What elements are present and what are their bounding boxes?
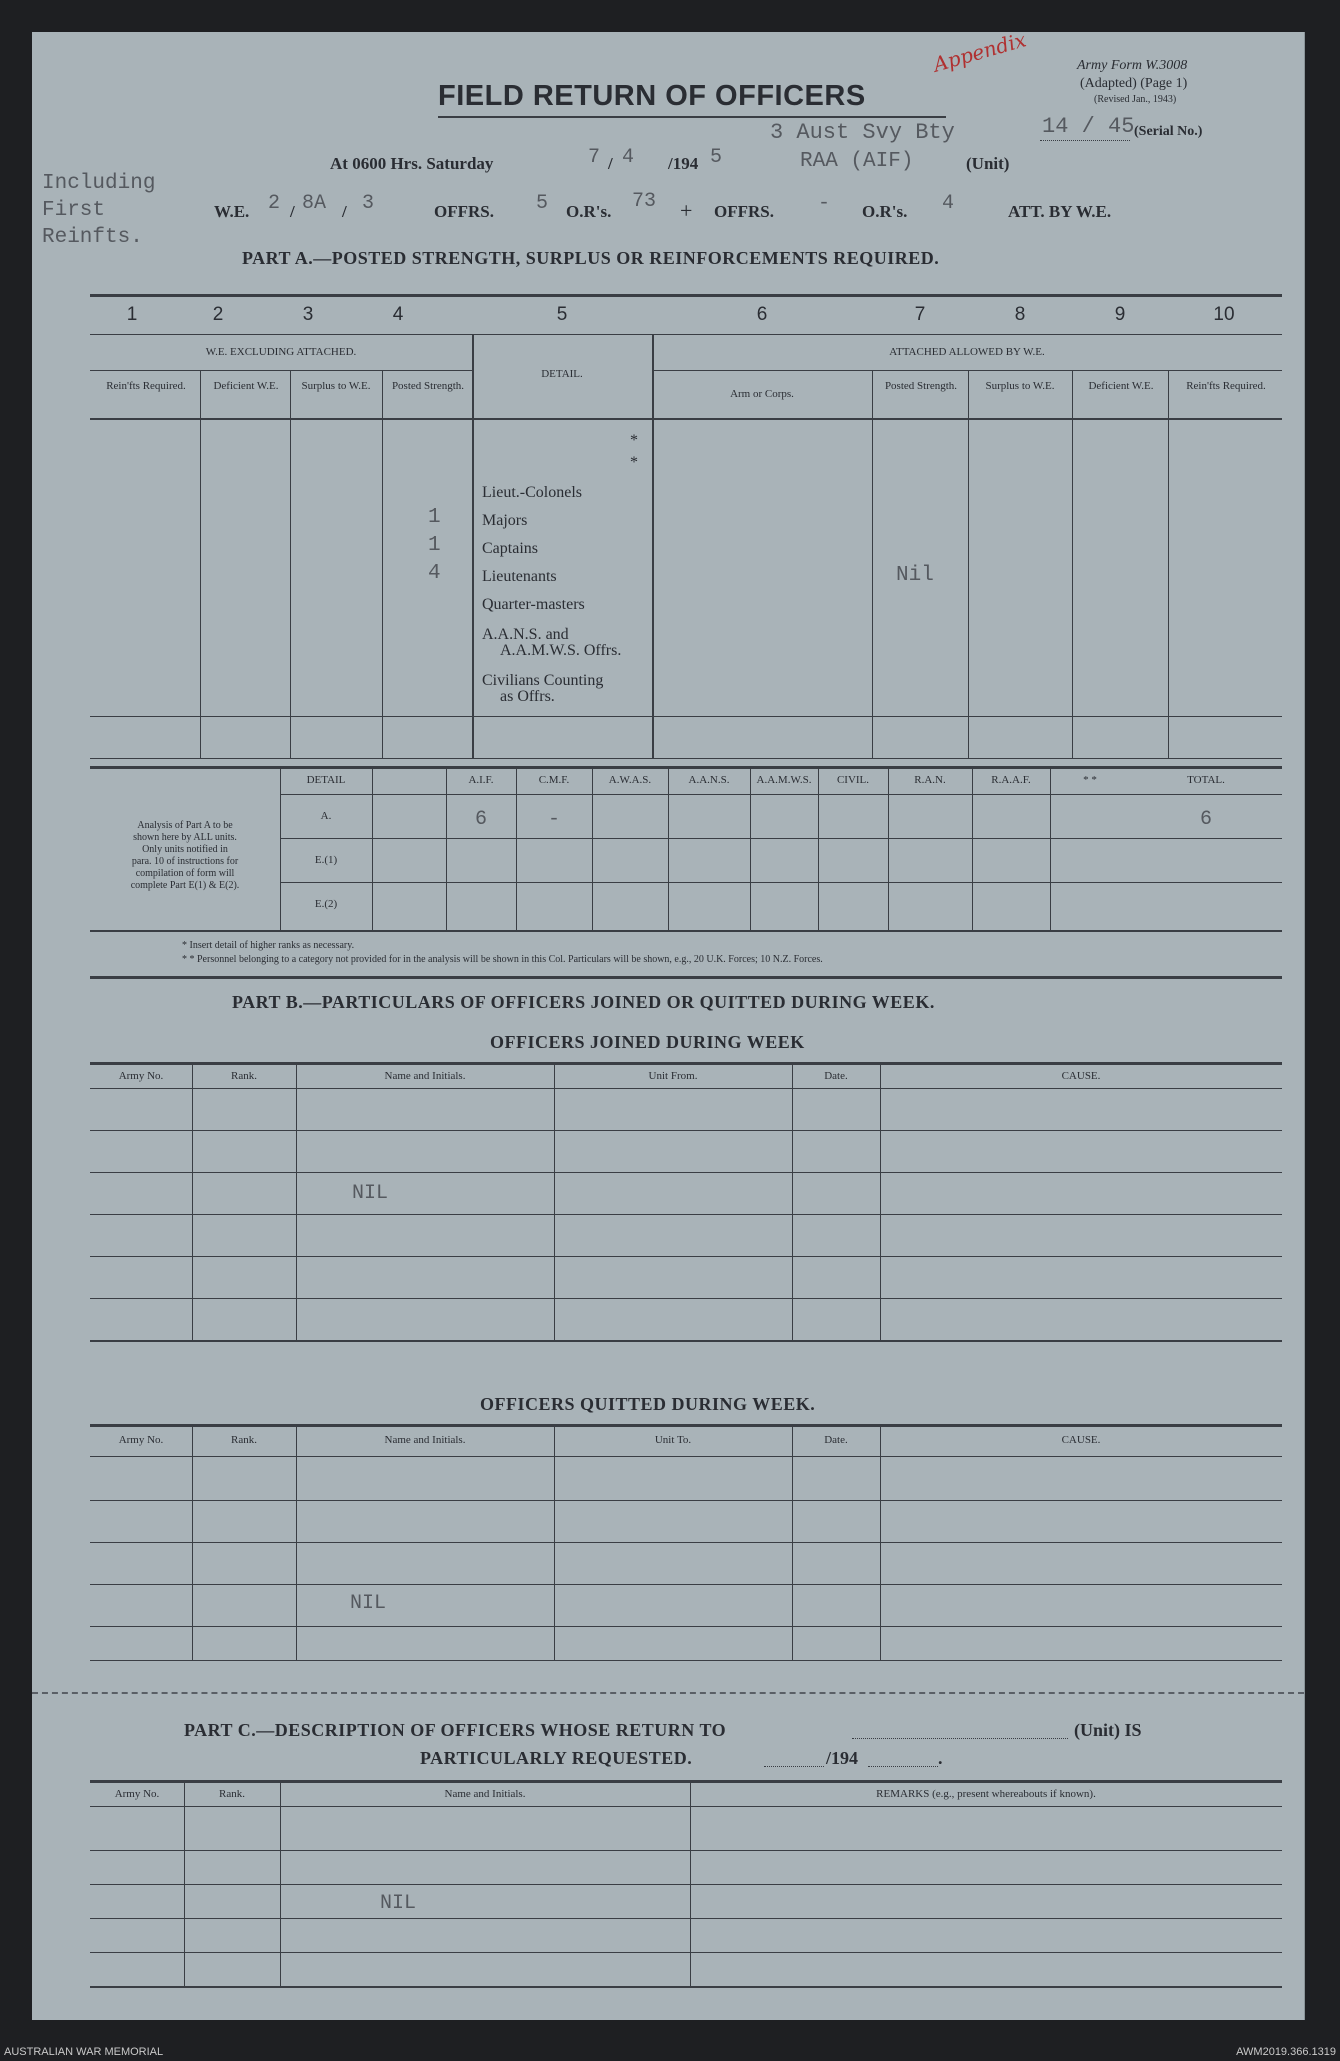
analysis-header-aamws: A.A.M.W.S. bbox=[756, 774, 812, 786]
analysis-a-cmf: - bbox=[547, 808, 560, 831]
part-c-heading2: PARTICULARLY REQUESTED. bbox=[420, 1748, 693, 1768]
offrs-value: 5 bbox=[536, 192, 549, 215]
part-c-nil: NIL bbox=[380, 1892, 417, 1915]
plus-sign: + bbox=[680, 198, 693, 223]
quitted-col-army-no: Army No. bbox=[118, 1434, 164, 1446]
detail-header: DETAIL. bbox=[541, 368, 583, 380]
title-underline bbox=[438, 116, 946, 118]
part-c-heading1: PART C.—DESCRIPTION OF OFFICERS WHOSE RETURN TO bbox=[184, 1720, 727, 1740]
col-number-2: 2 bbox=[212, 304, 224, 325]
form-sheet: Army Form W.3008 (Adapted) (Page 1) (Revised Jan., 1943) Appendix FIELD RETURN OF OFFICERS 3 Aust Svy Bty 14 / 45 (Serial No.) At 0600 Hrs. Saturday 7 / 4 /194 5 RAA (AIF) (Unit) Including First Reinfts. W.E. 2 / 8A / 3 OFFRS. 5 O.R's. 73 + OFFRS. - O.R's. 4 ATT. BY W.E. PART A.—POSTED STRENGTH, SURPLUS OR REINFORCEMENTS REQUIRED. 1 2 3 4 5 6 7 8 9 10 W.E. EXCLUDING ATTACHED. DETAIL. ATTACHED ALLOWED BY W.E. Rein'fts Required. Deficient W.E. Surplus to W.E. Posted Strength. Arm or Corps. Posted Strength. Surplus to W.E. Deficient W.E. Rein'fts Required. * * Lieut.-Colonels Majors Captains Lieutenants Quarter-masters A.A.N.S. and A.A.M.W.S. Offrs. Civilians Counting as Offrs. 1 1 4 Nil DETAIL A.I.F. C.M.F. A.W.A.S. A.A.N.S. A.A.M.W.S. CIVIL. R.A.N. R.A.A.F. * * TOTAL. A. E.(1) E.(2) 6 - 6 Analysis of Part A to be shown here by ALL units. Only units notified in para. 10 of instructions for compilation of form will complete Part E(1) & E(2). * Insert detail of higher ranks as necessary. * * Personnel belonging to a category not provided for in the analysis will be shown in this Col. Particulars will be shown, e.g., 20 U.K. Forces; 10 N.Z. Forces. PART B.—PARTICULARS OF OFFICERS JOINED OR QUITTED DURING WEEK. OFFICERS JOINED DURING WEEK Army No. Rank. Name and Initials. Unit From. Date. CAUSE. NIL OFFICERS QUITTED DURING WEEK. Army No. Rank. Name and Initials. Unit To. Date. CAUSE. NIL PART C.—DESCRIPTION OF OFFICERS WHOSE RETURN TO (Unit) IS PARTICULARLY REQUESTED. /194 . Army No. Rank. Name and Initials. REMARKS (e.g., present whereabouts if known). NIL bbox=[32, 32, 1305, 2020]
analysis-row-e1: E.(1) bbox=[314, 854, 338, 866]
analysis-a-aif: 6 bbox=[474, 808, 487, 831]
att-label: ATT. BY W.E. bbox=[1008, 202, 1112, 221]
col-number-10: 10 bbox=[1213, 304, 1235, 325]
part-c-col-army-no: Army No. bbox=[114, 1788, 160, 1800]
analysis-header-aans: A.A.N.S. bbox=[688, 774, 730, 786]
rank-lieut-colonels: Lieut.-Colonels bbox=[482, 484, 582, 501]
we-value-1: 2 bbox=[268, 192, 281, 215]
col-number-7: 7 bbox=[914, 304, 926, 325]
analysis-header-other: * * bbox=[1083, 774, 1097, 786]
analysis-header-raaf: R.A.A.F. bbox=[991, 774, 1031, 786]
header-day: 7 bbox=[588, 146, 601, 169]
col-number-1: 1 bbox=[126, 304, 138, 325]
serial-dotline bbox=[1040, 140, 1130, 141]
header-year-prefix: /194 bbox=[668, 154, 699, 173]
col-number-4: 4 bbox=[392, 304, 404, 325]
footnote-2: * * Personnel belonging to a category not provided for in the analysis will be shown in this Col. Particulars will be shown, e.g., 20 U.K. Forces; 10 N.Z. Forces. bbox=[182, 954, 823, 965]
part-c-col-rank: Rank. bbox=[219, 1788, 245, 1800]
analysis-header-cmf: C.M.F. bbox=[538, 774, 570, 786]
ors2-label: O.R's. bbox=[862, 202, 908, 221]
we-excluding-header: W.E. EXCLUDING ATTACHED. bbox=[205, 346, 357, 358]
form-id-line1: Army Form W.3008 bbox=[1077, 58, 1188, 73]
col-number-9: 9 bbox=[1114, 304, 1126, 325]
part-c-col-name: Name and Initials. bbox=[444, 1788, 526, 1800]
rank-quarter-masters: Quarter-masters bbox=[482, 596, 585, 613]
part-c-unit-is: (Unit) IS bbox=[1074, 1720, 1142, 1740]
quitted-col-cause: CAUSE. bbox=[1061, 1434, 1101, 1446]
rank-aans: A.A.N.S. and bbox=[482, 626, 569, 643]
col-reinfts-required: Rein'fts Required. bbox=[106, 380, 186, 392]
analysis-header-civil: CIVIL. bbox=[836, 774, 870, 786]
serial-value: 14 / 45 bbox=[1042, 114, 1135, 139]
ors-label: O.R's. bbox=[566, 202, 612, 221]
header-month: 4 bbox=[622, 146, 635, 169]
col-att-deficient: Deficient W.E. bbox=[1088, 380, 1154, 392]
ors2-value: 4 bbox=[942, 192, 955, 215]
quitted-title: OFFICERS QUITTED DURING WEEK. bbox=[480, 1394, 816, 1414]
quitted-col-name: Name and Initials. bbox=[384, 1434, 466, 1446]
star-1: * bbox=[630, 432, 638, 449]
ors-value: 73 bbox=[632, 190, 657, 213]
analysis-header-ran: R.A.N. bbox=[914, 774, 946, 786]
at-hours-label: At 0600 Hrs. Saturday bbox=[330, 154, 494, 173]
we-value-3: 3 bbox=[362, 192, 375, 215]
footer-right: AWM2019.366.1319 bbox=[1236, 2046, 1336, 2058]
handwritten-note: Appendix bbox=[930, 27, 1029, 77]
col-number-3: 3 bbox=[302, 304, 314, 325]
quitted-col-rank: Rank. bbox=[231, 1434, 257, 1446]
analysis-header-awas: A.W.A.S. bbox=[608, 774, 652, 786]
part-c-year-dotline bbox=[868, 1766, 938, 1767]
perforation-line bbox=[32, 1692, 1304, 1694]
header-year-digit: 5 bbox=[710, 146, 723, 169]
col-deficient-we: Deficient W.E. bbox=[213, 380, 279, 392]
we-value-2: 8A bbox=[302, 192, 327, 215]
posted-captains: 1 bbox=[428, 534, 441, 557]
joined-col-army-no: Army No. bbox=[118, 1070, 164, 1082]
attached-posted-value: Nil bbox=[896, 564, 934, 587]
col-number-5: 5 bbox=[556, 304, 568, 325]
col-surplus-to-we: Surplus to W.E. bbox=[301, 380, 371, 392]
analysis-header-detail: DETAIL bbox=[306, 774, 346, 786]
joined-col-date: Date. bbox=[824, 1070, 848, 1082]
including-note: Including First Reinfts. bbox=[42, 172, 156, 249]
star-2: * bbox=[630, 454, 638, 471]
offrs-label: OFFRS. bbox=[434, 202, 494, 221]
unit-name: 3 Aust Svy Bty bbox=[770, 120, 955, 145]
part-a-heading: PART A.—POSTED STRENGTH, SURPLUS OR REINFORCEMENTS REQUIRED. bbox=[242, 248, 940, 268]
joined-col-cause: CAUSE. bbox=[1061, 1070, 1101, 1082]
part-c-unit-dotline bbox=[852, 1738, 1068, 1739]
rank-civilians: Civilians Counting bbox=[482, 672, 604, 689]
rank-captains: Captains bbox=[482, 540, 538, 557]
col-number-6: 6 bbox=[756, 304, 768, 325]
we-label: W.E. bbox=[214, 202, 250, 221]
rank-civilians-2: as Offrs. bbox=[500, 688, 555, 705]
col-number-8: 8 bbox=[1014, 304, 1026, 325]
joined-title: OFFICERS JOINED DURING WEEK bbox=[490, 1032, 805, 1052]
joined-col-rank: Rank. bbox=[231, 1070, 257, 1082]
analysis-header-total: TOTAL. bbox=[1187, 774, 1225, 786]
part-c-col-remarks: REMARKS (e.g., present whereabouts if known). bbox=[876, 1788, 1096, 1800]
part-b-heading: PART B.—PARTICULARS OF OFFICERS JOINED OR QUITTED DURING WEEK. bbox=[232, 992, 935, 1012]
rank-aamws: A.A.M.W.S. Offrs. bbox=[500, 642, 622, 659]
posted-lieutenants: 4 bbox=[428, 562, 441, 585]
col-att-reinfts: Rein'fts Required. bbox=[1186, 380, 1266, 392]
posted-majors: 1 bbox=[428, 506, 441, 529]
offrs2-value: - bbox=[818, 192, 831, 215]
col-att-surplus: Surplus to W.E. bbox=[985, 380, 1055, 392]
quitted-nil: NIL bbox=[350, 1592, 387, 1615]
quitted-col-unit-to: Unit To. bbox=[654, 1434, 692, 1446]
col-arm-or-corps: Arm or Corps. bbox=[730, 388, 794, 400]
footnote-1: * Insert detail of higher ranks as necessary. bbox=[182, 940, 355, 951]
joined-col-unit-from: Unit From. bbox=[648, 1070, 698, 1082]
analysis-row-e2: E.(2) bbox=[314, 898, 338, 910]
header-unit-label: (Unit) bbox=[966, 154, 1010, 173]
analysis-a-total: 6 bbox=[1199, 808, 1212, 831]
analysis-header-aif: A.I.F. bbox=[468, 774, 494, 786]
offrs2-label: OFFRS. bbox=[714, 202, 774, 221]
rank-majors: Majors bbox=[482, 512, 528, 529]
attached-allowed-header: ATTACHED ALLOWED BY W.E. bbox=[889, 346, 1045, 358]
part-c-date-end: . bbox=[938, 1748, 943, 1768]
form-id-line2: (Adapted) (Page 1) bbox=[1080, 76, 1188, 91]
analysis-row-a: A. bbox=[320, 810, 332, 822]
col-att-posted-strength: Posted Strength. bbox=[884, 380, 958, 392]
analysis-note: Analysis of Part A to be shown here by ALL units. Only units notified in para. 10 of instructions for compilation of form will complete Part E(1) & E(2). bbox=[130, 820, 240, 891]
quitted-col-date: Date. bbox=[824, 1434, 848, 1446]
joined-nil: NIL bbox=[352, 1182, 389, 1205]
joined-col-name: Name and Initials. bbox=[384, 1070, 466, 1082]
serial-label: (Serial No.) bbox=[1134, 124, 1203, 139]
col-posted-strength: Posted Strength. bbox=[391, 380, 465, 392]
form-title: FIELD RETURN OF OFFICERS bbox=[438, 80, 866, 112]
part-c-date-tail: /194 bbox=[826, 1748, 859, 1768]
part-c-date-dotline bbox=[764, 1766, 824, 1767]
rank-lieutenants: Lieutenants bbox=[482, 568, 557, 585]
form-id-line3: (Revised Jan., 1943) bbox=[1094, 94, 1177, 105]
footer-left: AUSTRALIAN WAR MEMORIAL bbox=[4, 2046, 164, 2058]
header-unit-value: RAA (AIF) bbox=[800, 150, 914, 173]
